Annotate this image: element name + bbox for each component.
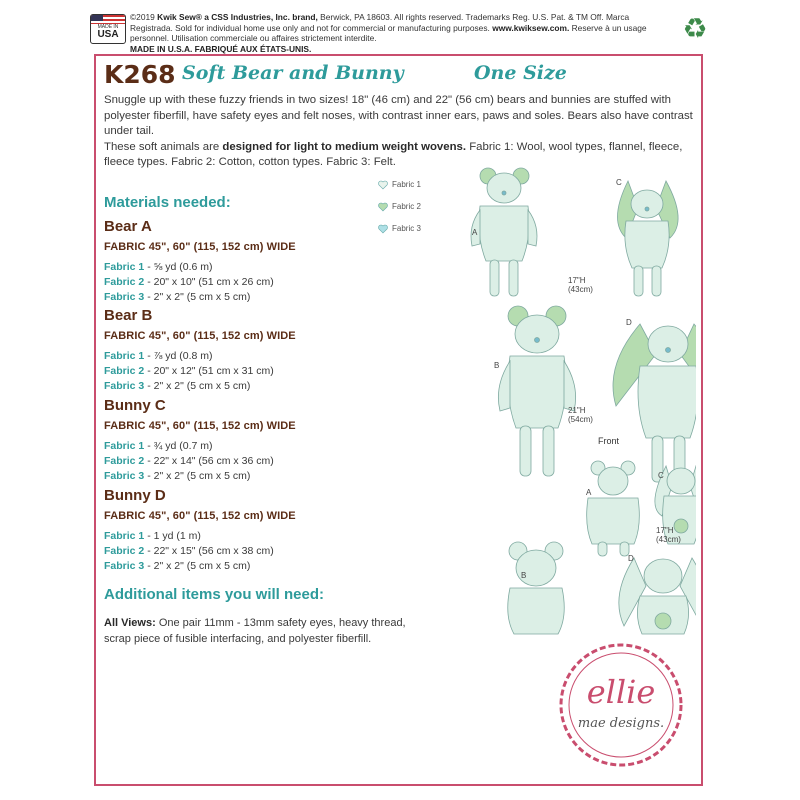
pattern-number: K268 <box>104 60 176 89</box>
pattern-name: Soft Bear and Bunny <box>182 62 404 84</box>
fabric-value: - 2" x 2" (5 cm x 5 cm) <box>144 291 251 303</box>
copyright-brand: Kwik Sew® a CSS Industries, Inc. brand, <box>157 12 318 22</box>
fabric-value: - ¾ yd (0.7 m) <box>144 440 213 452</box>
description-p2-bold: designed for light to medium weight wovens. <box>222 140 467 153</box>
legend-label: Fabric 2 <box>392 202 421 212</box>
section-fabric-width: FABRIC 45", 60" (115, 152 cm) WIDE <box>104 420 296 432</box>
additional-body: One pair 11mm - 13mm safety eyes, heavy thread, scrap piece of fusible interfacing, and polyester fiberfill. <box>104 617 406 645</box>
fabric-value: - 22" x 14" (56 cm x 36 cm) <box>144 455 274 467</box>
fabric-value: - 2" x 2" (5 cm x 5 cm) <box>144 470 251 482</box>
label-b-back: B <box>521 571 527 580</box>
copyright-fr: Reserve à un usage personnel. Utilisation commerciale ou affaires strictement interdite. <box>130 22 647 43</box>
copyright-web: www.kwiksew.com. <box>492 22 570 33</box>
copyright-text <box>130 12 650 54</box>
fabric-value: - 2" x 2" (5 cm x 5 cm) <box>144 560 251 572</box>
header <box>90 8 710 54</box>
fabric-value: - 22" x 15" (56 cm x 38 cm) <box>144 545 274 557</box>
copyright-rest: Berwick, PA 18603. All rights reserved. Trademarks Reg. U.S. Pat. & TM Off. Marca Registrada. Sold for individual home use only and not for commercial or manufacturing purposes. <box>130 12 630 33</box>
fabric-label: Fabric 2 <box>104 276 145 288</box>
badge-made-in: MADE IN <box>97 24 119 30</box>
legend-label: Fabric 3 <box>392 224 421 234</box>
section-fabric-width: FABRIC 45", 60" (115, 152 cm) WIDE <box>104 330 296 342</box>
fabric-label: Fabric 3 <box>104 470 145 482</box>
label-b-front: B <box>494 361 500 370</box>
section-title: Bunny D <box>104 487 166 504</box>
section-title: Bear B <box>104 307 153 324</box>
title-row <box>104 60 694 90</box>
fabric-label: Fabric 1 <box>104 350 145 362</box>
description <box>104 93 694 171</box>
bunny-d-front <box>613 324 696 482</box>
section-title: Bear A <box>104 218 152 235</box>
fabric-value: - 2" x 2" (5 cm x 5 cm) <box>144 380 251 392</box>
additional-lead: All Views: <box>104 617 156 629</box>
label-a-front: A <box>472 228 478 237</box>
label-d-front: D <box>626 318 632 327</box>
logo-mae: mae designs. <box>577 716 665 731</box>
description-p1: Snuggle up with these fuzzy friends in two sizes! 18" (46 cm) and 22" (56 cm) bears and bunnies are stuffed with polyester fiberfill, have safety eyes and felt noses, with contrast inner ears, paws and soles. Bears also have contrast under tail. <box>104 94 693 137</box>
flag-icon <box>91 15 125 24</box>
size-17-back: 17"H (43cm) <box>656 526 681 544</box>
description-p2-b: Fabric 1: Wool, wool types, flannel, fleece, fleece types. Fabric 2: Cotton, cotton types. Fabric 3: Felt. <box>104 140 683 168</box>
section-fabric-width: FABRIC 45", 60" (115, 152 cm) WIDE <box>104 241 296 253</box>
fabric-label: Fabric 1 <box>104 440 145 452</box>
label-c-front: C <box>616 178 622 187</box>
size-17-front: 17"H (43cm) <box>568 276 593 294</box>
copyright-lead: ©2019 <box>130 12 158 22</box>
fabric-value: - 1 yd (1 m) <box>144 530 201 542</box>
fabric-label: Fabric 1 <box>104 261 145 273</box>
fabric-label: Fabric 3 <box>104 560 145 572</box>
label-d-back: D <box>628 554 634 563</box>
bear-a-back <box>587 461 640 556</box>
bear-b-front <box>498 306 575 476</box>
fabric-value: - ⅞ yd (0.8 m) <box>144 350 213 362</box>
fabric-value: - ⅝ yd (0.6 m) <box>144 261 213 273</box>
label-a-back: A <box>586 488 592 497</box>
fabric-value: - 20" x 10" (51 cm x 26 cm) <box>144 276 274 288</box>
logo-ellie: ellie <box>586 673 656 711</box>
animals-drawing <box>376 166 696 636</box>
pattern-size: One Size <box>474 62 567 84</box>
recycle-icon: ♻ <box>682 13 708 44</box>
fabric-label: Fabric 3 <box>104 380 145 392</box>
bunny-c-front <box>617 181 678 296</box>
front-caption: Front <box>598 436 620 446</box>
technical-illustration <box>376 166 696 636</box>
bear-a-front <box>471 168 537 296</box>
fabric-label: Fabric 2 <box>104 455 145 467</box>
fabric-label: Fabric 2 <box>104 545 145 557</box>
fabric-value: - 20" x 12" (51 cm x 31 cm) <box>144 365 274 377</box>
fabric-label: Fabric 2 <box>104 365 145 377</box>
bunny-d-back <box>619 558 696 634</box>
materials-heading: Materials needed: <box>104 194 231 211</box>
section-title: Bunny C <box>104 397 166 414</box>
legend-label: Fabric 1 <box>392 180 421 190</box>
bear-b-back <box>508 542 565 634</box>
made-in-usa-badge <box>90 14 126 44</box>
fabric-label: Fabric 3 <box>104 291 145 303</box>
label-c-back: C <box>658 471 664 480</box>
badge-usa: USA <box>97 29 119 40</box>
fabric-label: Fabric 1 <box>104 530 145 542</box>
section-fabric-width: FABRIC 45", 60" (115, 152 cm) WIDE <box>104 510 296 522</box>
size-21-front: 21"H (54cm) <box>568 406 593 424</box>
additional-heading: Additional items you will need: <box>104 586 325 603</box>
description-p2-a: These soft animals are <box>104 140 223 153</box>
made-in-text: MADE IN U.S.A. FABRIQUÉ AUX ÉTATS-UNIS. <box>130 43 312 54</box>
ellie-mae-logo <box>556 640 686 770</box>
